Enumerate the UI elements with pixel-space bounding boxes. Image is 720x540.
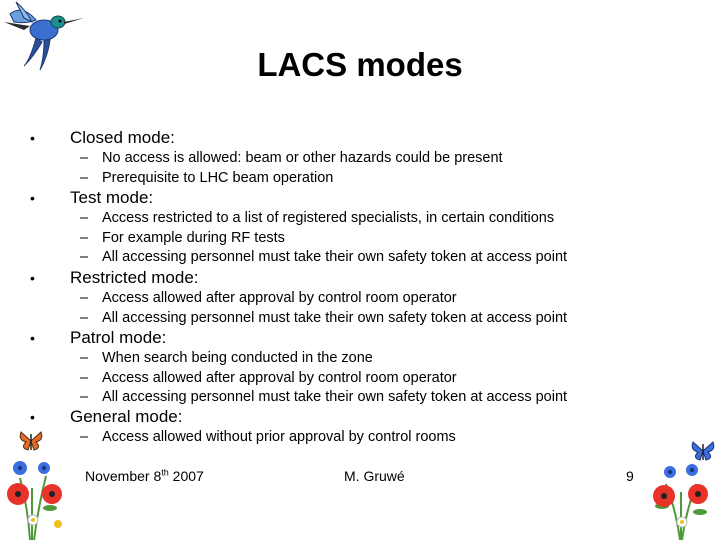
- sub-bullet: [80, 148, 503, 168]
- dash-marker: –: [80, 389, 89, 406]
- sub-bullet: [80, 288, 457, 308]
- dash-marker: –: [80, 249, 89, 266]
- footer-date: [85, 466, 204, 486]
- bullet-marker: •: [30, 270, 35, 286]
- page-number: 9: [626, 468, 634, 484]
- bullet-marker: •: [30, 330, 35, 346]
- dash-marker: –: [80, 290, 89, 306]
- sub-bullet: [80, 427, 456, 447]
- bullet-marker: •: [30, 130, 35, 146]
- sub-bullet-text: Access allowed after approval by control room operator: [102, 369, 457, 386]
- sub-bullet-text: All accessing personnel must take their own safety token at access point: [102, 249, 568, 266]
- bullet-marker: •: [30, 409, 35, 425]
- dash-marker: –: [80, 169, 89, 186]
- dash-marker: –: [80, 229, 89, 246]
- sub-bullet: [80, 228, 285, 248]
- butterfly-icon: [18, 428, 44, 454]
- dash-marker: –: [80, 350, 89, 366]
- sub-bullet: [80, 208, 554, 228]
- dash-marker: –: [80, 429, 89, 445]
- footer-author: M. Gruwé: [344, 468, 405, 484]
- sub-bullet: [80, 368, 457, 388]
- dash-marker: –: [80, 309, 89, 326]
- dash-marker: –: [80, 369, 89, 386]
- footer-date-suffix: 2007: [168, 468, 204, 484]
- sub-bullet-text: All accessing personnel must take their own safety token at access point: [102, 389, 568, 406]
- sub-bullet-text: All accessing personnel must take their own safety token at access point: [102, 309, 568, 326]
- footer-date-prefix: November 8: [85, 468, 162, 484]
- sub-bullet: [80, 247, 567, 267]
- dash-marker: –: [80, 150, 89, 166]
- sub-bullet-text: For example during RF tests: [102, 229, 285, 246]
- footer-date-sup: th: [161, 467, 169, 478]
- dash-marker: –: [80, 210, 89, 226]
- bullet-heading: Test mode:: [70, 188, 154, 207]
- sub-bullet-text: Access allowed without prior approval by control rooms: [102, 429, 456, 445]
- sub-bullet-text: Prerequisite to LHC beam operation: [102, 169, 334, 186]
- sub-bullet: [80, 387, 567, 407]
- sub-bullet-text: Access restricted to a list of registered specialists, in certain conditions: [102, 210, 555, 226]
- bullet-heading: General mode:: [70, 407, 183, 426]
- butterfly-icon: [690, 438, 716, 464]
- sub-bullet-text: No access is allowed: beam or other hazards could be present: [102, 150, 503, 166]
- sub-bullet: [80, 168, 333, 188]
- bullet-heading: Restricted mode:: [70, 268, 199, 287]
- bullet-heading: Closed mode:: [70, 128, 175, 147]
- sub-bullet-text: When search being conducted in the zone: [102, 350, 373, 366]
- sub-bullet: [80, 308, 567, 328]
- bullet-heading: Patrol mode:: [70, 328, 167, 347]
- slide-title: LACS modes: [257, 46, 463, 83]
- bullet-marker: •: [30, 190, 35, 206]
- sub-bullet-text: Access allowed after approval by control room operator: [102, 290, 457, 306]
- sub-bullet: [80, 348, 373, 368]
